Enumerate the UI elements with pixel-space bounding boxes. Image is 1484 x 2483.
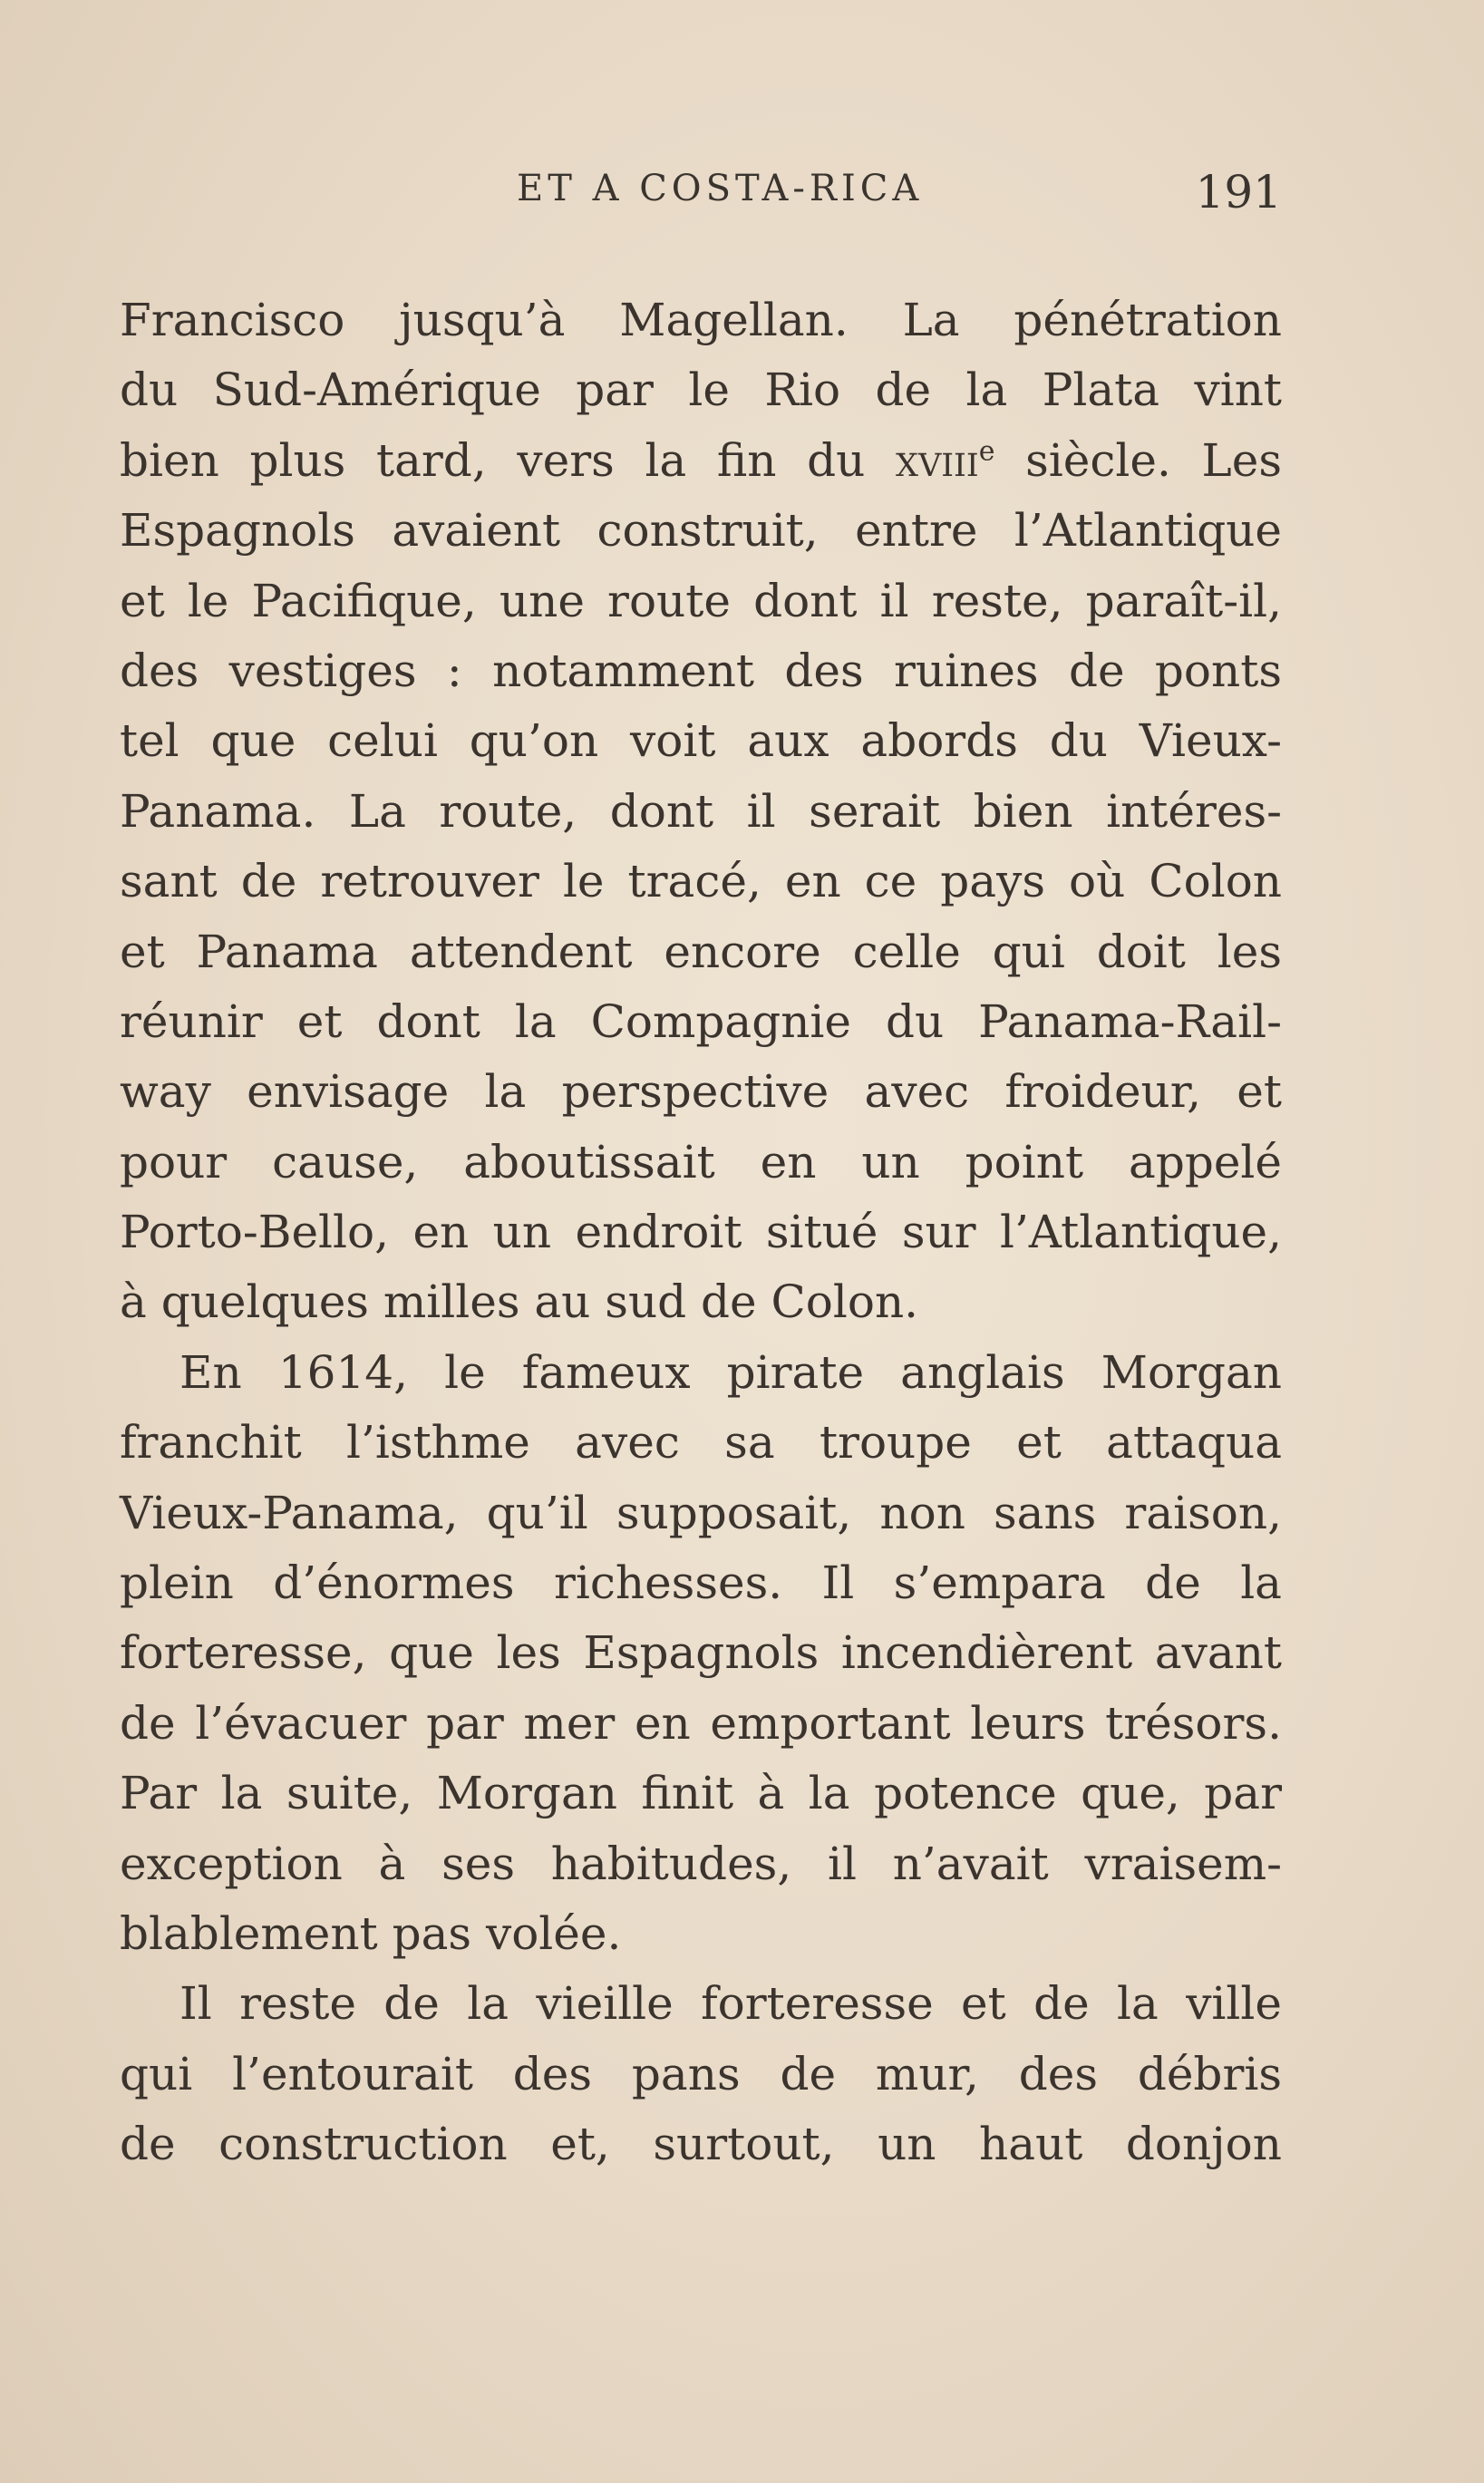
line-segment: siècle. Les [994, 433, 1282, 487]
text-line: Vieux-Panama, qu’il supposait, non sans raison, [120, 1486, 1282, 1539]
text-line: de construction et, surtout, un haut donjon [120, 2118, 1282, 2171]
text-line: blablement pas volée. [120, 1906, 622, 1960]
text-line: Espagnols avaient construit, entre l’Atlantique [120, 504, 1282, 558]
text-line: et le Pacifique, une route dont il reste, paraît-il, [120, 574, 1282, 627]
text-line: réunir et dont la Compagnie du Panama-Rail- [120, 994, 1282, 1048]
text-line: qui l’entourait des pans de mur, des débris [120, 2047, 1282, 2100]
page-number: 191 [1195, 166, 1282, 218]
text-line: franchit l’isthme avec sa troupe et attaqua [120, 1416, 1282, 1469]
body-text [120, 286, 1282, 2180]
text-line: forteresse, que les Espagnols incendièrent avant [120, 1626, 1282, 1680]
text-line: tel que celui qu’on voit aux abords du Vieux- [120, 714, 1282, 768]
text-line: way envisage la perspective avec froideur, et [120, 1065, 1282, 1119]
text-line: du Sud-Amérique par le Rio de la Plata vint [120, 364, 1282, 417]
text-line: exception à ses habitudes, il n’avait vraisem- [120, 1837, 1282, 1890]
text-line: pour cause, aboutissait en un point appelé [120, 1135, 1282, 1188]
line-segment: bien plus tard, vers la fin du [120, 433, 897, 487]
text-line: des vestiges : notamment des ruines de ponts [120, 644, 1282, 697]
century-numeral: xviii [896, 433, 979, 487]
text-line: plein d’énormes richesses. Il s’empara de la [120, 1557, 1282, 1610]
text-line: Francisco jusqu’à Magellan. La pénétration [120, 294, 1282, 346]
text-line: à quelques milles au sud de Colon. [120, 1275, 919, 1329]
text-line: de l’évacuer par mer en emportant leurs trésors. [120, 1696, 1282, 1750]
paragraph-start-line: En 1614, le fameux pirate anglais Morgan [179, 1345, 1282, 1399]
text-line: Panama. La route, dont il serait bien intéres- [120, 784, 1282, 838]
paragraph-start-line: Il reste de la vieille forteresse et de la ville [179, 1977, 1282, 2031]
century-suffix: e [978, 435, 995, 468]
text-line: sant de retrouver le tracé, en ce pays où Colon [120, 855, 1282, 908]
page-header [120, 166, 1282, 220]
text-line: et Panama attendent encore celle qui doit les [120, 925, 1282, 978]
text-line: Par la suite, Morgan finit à la potence que, par [120, 1767, 1282, 1820]
running-head: ET A COSTA-RICA [517, 168, 924, 209]
text-line [120, 426, 1282, 496]
text-line: Porto-Bello, en un endroit situé sur l’Atlantique, [120, 1206, 1282, 1259]
